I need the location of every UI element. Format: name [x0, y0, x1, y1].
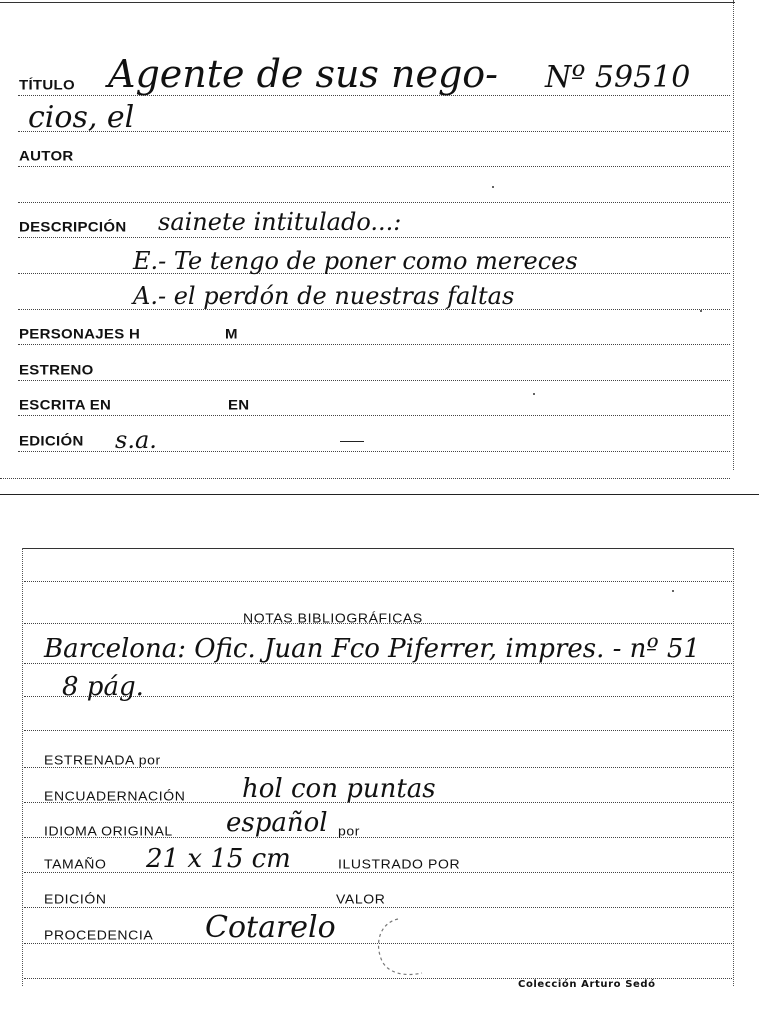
card-right-edge: [733, 548, 734, 986]
rule-line: [0, 478, 730, 479]
estrenada-por-label: ESTRENADA por: [44, 752, 161, 768]
catalog-card-back: [0, 548, 759, 1028]
catalog-card-front: [0, 0, 759, 495]
rule-line: [24, 730, 732, 731]
card-left-edge: [22, 548, 23, 986]
pencil-mark: [370, 913, 430, 983]
descripcion-value-line2: E.- Te tengo de poner como mereces: [133, 247, 578, 275]
notas-value-line2: 8 pág.: [62, 672, 144, 702]
tamano-label: TAMAÑO: [44, 856, 107, 872]
edicion-label-back: EDICIÓN: [44, 891, 107, 907]
rule-line: [18, 202, 730, 203]
personajes-m-label: M: [225, 326, 238, 343]
rule-line: [24, 907, 732, 908]
procedencia-label: PROCEDENCIA: [44, 927, 154, 943]
numero-value: Nº 59510: [545, 60, 691, 95]
escrita-en-label: ESCRITA EN: [19, 397, 112, 414]
rule-line: [18, 380, 730, 381]
notas-value-line1: Barcelona: Ofic. Juan Fco Piferrer, impres. - nº 51: [44, 634, 701, 664]
descripcion-value-line1: sainete intitulado...:: [158, 208, 402, 236]
rule-line: [18, 344, 730, 345]
idioma-por-label: por: [338, 823, 361, 839]
ink-speck: [700, 310, 702, 312]
ink-speck: [492, 186, 494, 188]
collection-stamp: Colección Arturo Sedó: [518, 979, 656, 990]
rule-line: [18, 166, 730, 167]
idioma-value: español: [226, 808, 328, 838]
rule-line: [18, 415, 730, 416]
card-top-edge: [22, 548, 734, 549]
card-top-edge: [0, 2, 735, 3]
valor-label: VALOR: [336, 891, 386, 907]
card-right-edge: [733, 0, 734, 470]
titulo-value-line1: Agente de sus nego-: [108, 52, 499, 96]
ilustrado-por-label: ILUSTRADO POR: [338, 856, 461, 872]
ink-speck: [672, 590, 674, 592]
rule-line: [24, 581, 732, 582]
ink-speck: [533, 393, 535, 395]
edicion-label: EDICIÓN: [19, 433, 84, 450]
titulo-value-line2: cios, el: [28, 100, 135, 135]
encuadernacion-label: ENCUADERNACIÓN: [44, 788, 186, 804]
tamano-value: 21 x 15 cm: [146, 844, 291, 874]
autor-label: AUTOR: [19, 148, 74, 165]
procedencia-value: Cotarelo: [205, 910, 336, 945]
personajes-h-label: PERSONAJES H: [19, 326, 141, 343]
titulo-label: TÍTULO: [19, 77, 75, 94]
notas-heading: NOTAS BIBLIOGRÁFICAS: [243, 610, 423, 626]
rule-line: [24, 872, 732, 873]
descripcion-label: DESCRIPCIÓN: [19, 219, 127, 236]
edicion-value: s.a.: [115, 426, 157, 454]
rule-line: [18, 237, 730, 238]
idioma-original-label: IDIOMA ORIGINAL: [44, 823, 173, 839]
encuadernacion-value: hol con puntas: [242, 774, 436, 804]
pen-dash: [340, 441, 364, 442]
descripcion-value-line3: A.- el perdón de nuestras faltas: [133, 282, 515, 310]
estreno-label: ESTRENO: [19, 362, 94, 379]
en-label: EN: [228, 397, 250, 414]
